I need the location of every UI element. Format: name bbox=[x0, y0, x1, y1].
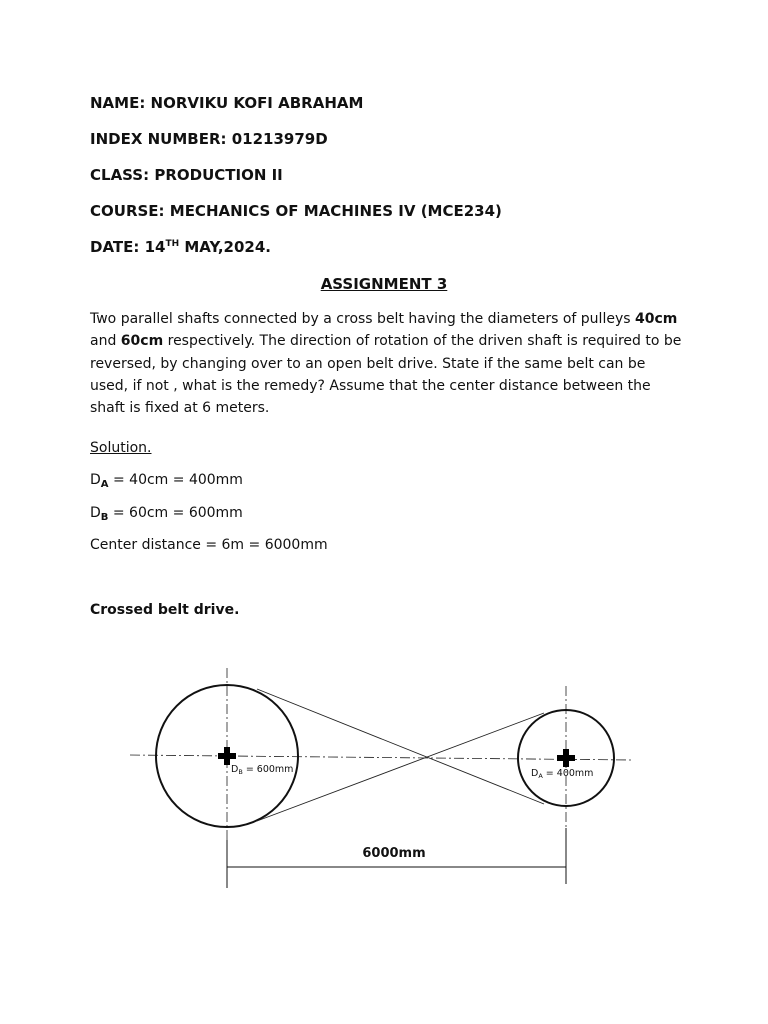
question-bold-1: 40cm bbox=[634, 311, 678, 327]
dimension-label: 6000mm bbox=[362, 846, 426, 861]
da-symbol: D bbox=[90, 472, 101, 488]
center-distance-line: Center distance = 6m = 6000mm bbox=[90, 537, 328, 553]
pulley-b-label bbox=[231, 764, 293, 776]
pulley-a-label-value: = 400mm bbox=[542, 768, 594, 779]
horizontal-centerline bbox=[130, 755, 632, 760]
crossed-belt-heading: Crossed belt drive. bbox=[90, 602, 240, 618]
db-symbol: D bbox=[90, 505, 101, 521]
da-subscript: A bbox=[100, 479, 109, 490]
pulley-a-label-sub: A bbox=[538, 772, 543, 780]
student-name: NAME: NORVIKU KOFI ABRAHAM bbox=[90, 94, 364, 112]
question-text-1: Two parallel shafts connected by a cross belt having the diameters of pulleys bbox=[90, 311, 635, 327]
db-subscript: B bbox=[100, 512, 109, 523]
question-text-3: respectively. The direction of rotation of the driven shaft is required to be reversed, by changing over to an open belt drive. State if the same belt can be used, if not , what is the remedy? Assume that the center distance between the shaft is fixed at 6 meters. bbox=[90, 333, 682, 417]
db-value: = 60cm = 600mm bbox=[108, 505, 243, 521]
belt-upper-strand bbox=[257, 689, 544, 804]
question-bold-2: 60cm bbox=[120, 333, 164, 350]
center-mark-a bbox=[557, 749, 575, 767]
pulley-b-label-value: = 600mm bbox=[242, 764, 294, 775]
date-superscript: TH bbox=[165, 239, 180, 249]
class-line: CLASS: PRODUCTION II bbox=[90, 166, 283, 184]
solution-heading: Solution. bbox=[90, 440, 152, 456]
center-mark-b bbox=[218, 747, 236, 765]
pulley-a-label bbox=[531, 768, 593, 780]
course-line: COURSE: MECHANICS OF MACHINES IV (MCE234) bbox=[90, 202, 502, 220]
pulley-b-label-symbol: D bbox=[231, 764, 239, 775]
belt-lower-strand bbox=[257, 713, 544, 821]
da-value: = 40cm = 400mm bbox=[108, 472, 243, 488]
question-text-2: and bbox=[90, 333, 121, 350]
pulley-b-label-sub: B bbox=[238, 768, 243, 776]
assignment-title: ASSIGNMENT 3 bbox=[320, 275, 448, 293]
date-prefix: DATE: 14 bbox=[90, 238, 166, 256]
pulley-a-label-symbol: D bbox=[531, 768, 539, 779]
date-suffix: MAY,2024. bbox=[179, 238, 271, 256]
index-number: INDEX NUMBER: 01213979D bbox=[90, 130, 328, 148]
